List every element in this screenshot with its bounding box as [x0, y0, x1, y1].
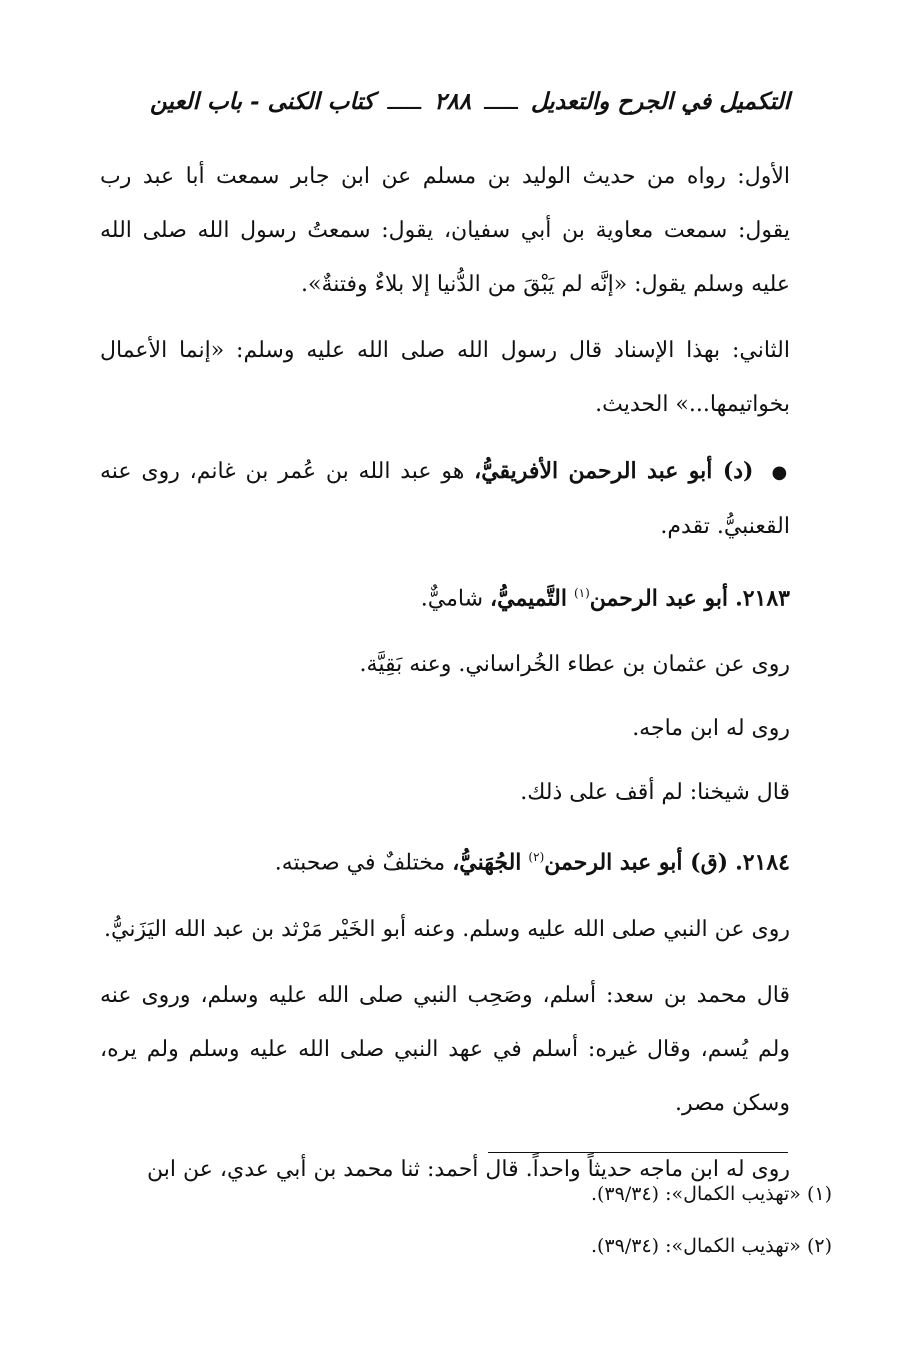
entry-2183-heading — [100, 566, 790, 626]
footnote-ref-2: (٢) — [528, 850, 545, 865]
paragraph-first-hadith: الأول: رواه من حديث الوليد بن مسلم عن ابن جابر سمعت أبا عبد رب يقول: سمعت معاوية بن أبي سفيان، يقول: سمعتُ رسول الله صلى الله عليه وسلم يقول: «إنَّه لم يَبْقَ من الدُّنيا إلا بلاءٌ وفتنةٌ». — [100, 164, 790, 297]
entry-2183-line-1: روى عن عثمان بن عطاء الخُراساني. وعنه بَقِيَّة. — [359, 652, 790, 678]
header-dash-2: ـــــ — [387, 88, 422, 115]
running-header — [150, 88, 790, 115]
entry-2184-status: مختلفٌ في صحبته. — [274, 850, 453, 876]
page-number: ٢٨٨ — [434, 88, 472, 115]
entry-afriqi — [100, 444, 790, 554]
paragraph-second-hadith: الثاني: بهذا الإسناد قال رسول الله صلى الله عليه وسلم: «إنما الأعمال بخواتيمها...» الحديث. — [100, 338, 790, 417]
entry-2183-origin: شاميٌّ. — [420, 586, 490, 612]
entry-afriqi-name: (د) أبو عبد الرحمن الأفريقيُّ، — [474, 458, 754, 484]
entry-2183-nisba: التَّميميُّ، — [490, 585, 567, 612]
entry-2183-name: أبو عبد الرحمن — [589, 585, 729, 612]
footnote-ref-1: (١) — [573, 586, 590, 600]
main-text — [100, 150, 790, 1209]
entry-2184-heading — [100, 830, 790, 890]
entry-2184-line-3: روى له ابن ماجه حديثاً واحداً. قال أحمد: ثنا محمد بن أبي عدي، عن ابن — [147, 1156, 790, 1182]
bullet-icon: ● — [771, 462, 790, 483]
entry-afriqi-text: هو عبد الله بن عُمر بن غانم، روى عنه القعنبيُّ. تقدم. — [100, 459, 790, 539]
header-dash-1: ـــــ — [484, 88, 518, 115]
entry-2184-number: ٢١٨٤. — [735, 849, 790, 876]
footnotes — [412, 1168, 832, 1272]
entry-2183-line-2: روى له ابن ماجه. — [632, 716, 790, 742]
entry-2183-number: ٢١٨٣. — [735, 585, 790, 612]
header-book-title: التكميل في الجرح والتعديل — [530, 88, 790, 115]
footnote-2: (٢) «تهذيب الكمال»: (٣٩/٣٤). — [590, 1235, 832, 1257]
footnote-divider — [488, 1152, 788, 1153]
entry-2184-line-2: قال محمد بن سعد: أسلم، وصَحِب النبي صلى الله عليه وسلم، وروى عنه ولم يُسم، وقال غيره: أسلم في عهد النبي صلى الله عليه وسلم ولم يره، وسكن مصر. — [100, 982, 790, 1116]
entry-2184-nisba: الجُهَنيُّ، — [452, 849, 522, 876]
entry-2184-line-1: روى عن النبي صلى الله عليه وسلم. وعنه أبو الخَيْر مَرْثد بن عبد الله اليَزَنيُّ. — [104, 916, 790, 942]
footnote-1: (١) «تهذيب الكمال»: (٣٩/٣٤). — [590, 1183, 832, 1205]
entry-2184-name: (ق) أبو عبد الرحمن — [544, 849, 729, 876]
header-chapter-title: كتاب الكنى - باب العين — [150, 88, 375, 115]
entry-2183-line-3: قال شيخنا: لم أقف على ذلك. — [520, 780, 790, 806]
